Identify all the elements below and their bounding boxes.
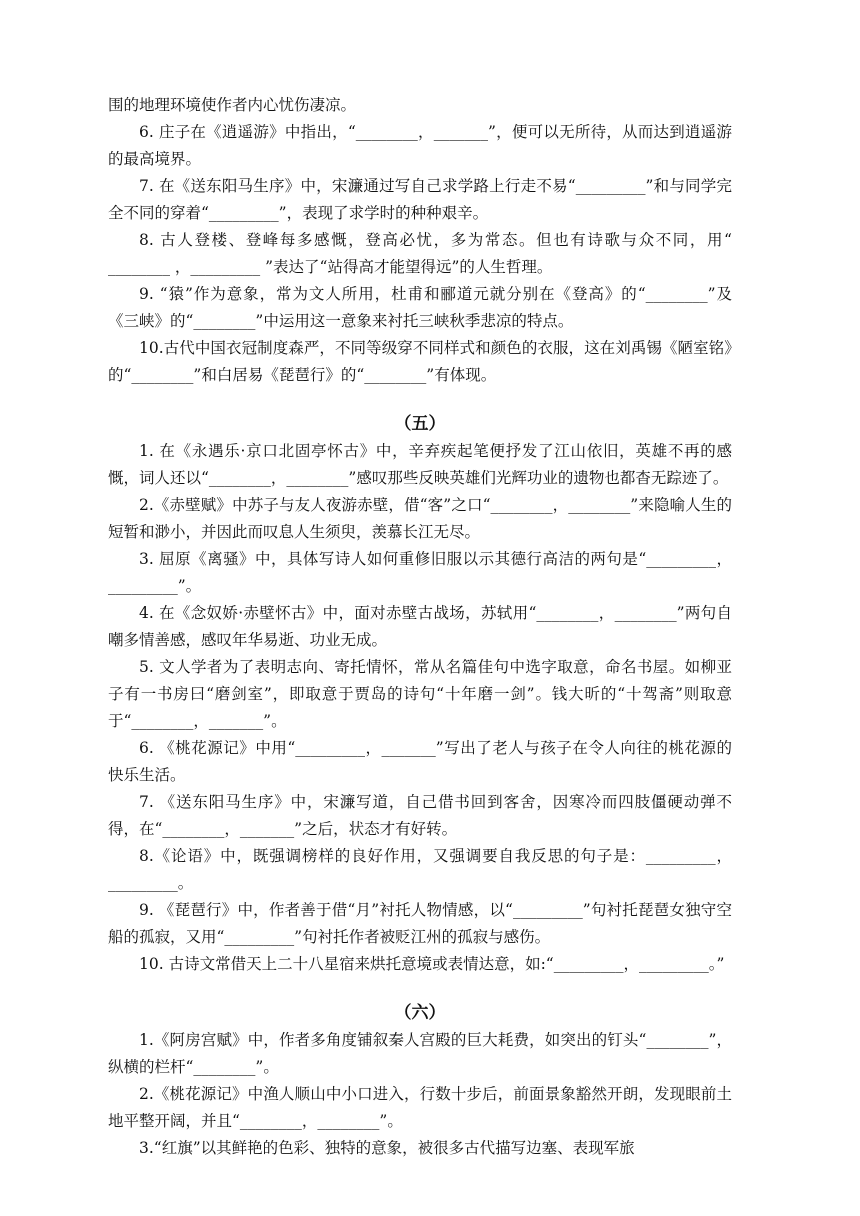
question-8: 8.《论语》中，既强调榜样的良好作用，又强调要自我反思的句子是：_________，_________。 (108, 847, 732, 892)
question-7: 7. 在《送东阳马生序》中，宋濂通过写自己求学路上行走不易“_________”和与同学完全不同的穿着“_________”，表现了求学时的种种艰辛。 (108, 177, 732, 222)
question-6: 6. 《桃花源记》中用“_________，_______”写出了老人与孩子在令人向往的桃花源的快乐生活。 (108, 739, 732, 784)
question-2: 2.《赤壁赋》中苏子与友人夜游赤壁，借“客”之口“________，________”来隐喻人生的短暂和渺小，并因此而叹息人生须臾，羡慕长江无尽。 (108, 496, 732, 541)
question-6: 6. 庄子在《逍遥游》中指出，“________，_______”，便可以无所待，从而达到逍遥游的最高境界。 (108, 123, 732, 168)
question-3: 3.“红旗”以其鲜艳的色彩、独特的意象，被很多古代描写边塞、表现军旅 (139, 1139, 635, 1157)
section-4-continued (108, 92, 732, 389)
question-5: 5. 文人学者为了表明志向、寄托情怀，常从名篇佳句中选字取意，命名书屋。如柳亚子有一书房曰“磨剑室”，即取意于贾岛的诗句“十年磨一剑”。钱大昕的“十驾斋”则取意于“________，_______”。 (108, 658, 732, 730)
paragraph-continuation: 围的地理环境使作者内心忧伤凄凉。 (108, 96, 357, 114)
section-6 (108, 1027, 732, 1162)
question-9: 9. 《琵琶行》中，作者善于借“月”衬托人物情感，以“_________”句衬托琵琶女独守空船的孤寂，又用“_________”句衬托作者被贬江州的孤寂与感伤。 (108, 901, 732, 946)
section-5 (108, 438, 732, 978)
question-8: 8. 古人登楼、登峰每多感慨，登高必忧，多为常态。但也有诗歌与众不同，用“ ________ ，_________ ”表达了“站得高才能望得远”的人生哲理。 (108, 231, 732, 276)
question-9: 9. “猿”作为意象，常为文人所用，杜甫和郦道元就分别在《登高》的“________”及《三峡》的“________”中运用这一意象来衬托三峡秋季悲凉的特点。 (108, 285, 732, 330)
question-10: 10. 古诗文常借天上二十八星宿来烘托意境或表情达意，如:“_________，_________。” (139, 955, 725, 973)
question-2: 2.《桃花源记》中渔人顺山中小口进入，行数十步后，前面景象豁然开朗，发现眼前土地平整开阔，并且“________，________”。 (108, 1085, 732, 1130)
question-3: 3. 屈原《离骚》中，具体写诗人如何重修旧服以示其德行高洁的两句是“_________，_________”。 (108, 550, 732, 595)
section-5-heading: （五） (394, 414, 446, 434)
question-10: 10.古代中国衣冠制度森严，不同等级穿不同样式和颜色的衣服，这在刘禹锡《陋室铭》的“________”和白居易《琵琶行》的“________”有体现。 (108, 339, 732, 384)
question-7: 7. 《送东阳马生序》中，宋濂写道，自己借书回到客舍，因寒冷而四肢僵硬动弹不得，在“________，_______”之后，状态才有好转。 (108, 793, 732, 838)
question-4: 4. 在《念奴娇·赤壁怀古》中，面对赤壁古战场，苏轼用“________，________”两句自嘲多情善感，感叹年华易逝、功业无成。 (108, 604, 732, 649)
document-page (108, 92, 732, 1162)
section-6-heading: （六） (394, 1003, 446, 1023)
question-1: 1. 在《永遇乐·京口北固亭怀古》中，辛弃疾起笔便抒发了江山依旧，英雄不再的感慨，词人还以“________，________”感叹那些反映英雄们光辉功业的遗物也都杳无踪迹了。 (108, 442, 732, 487)
question-1: 1.《阿房宫赋》中，作者多角度铺叙秦人宫殿的巨大耗费，如突出的钉头“________”，纵横的栏杆“________”。 (108, 1031, 732, 1076)
